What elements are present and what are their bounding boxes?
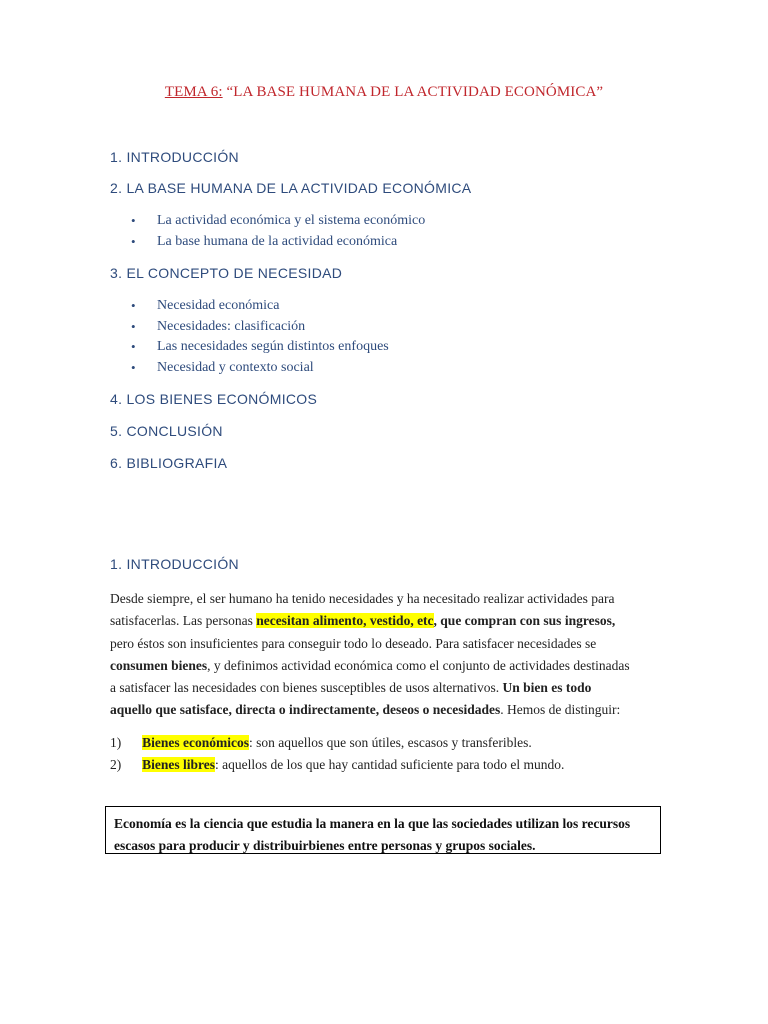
toc-section-2-list bbox=[131, 211, 425, 252]
text-run: , y definimos actividad económica como el conjunto de actividades destinadas bbox=[207, 657, 630, 673]
toc-section-1: 1. INTRODUCCIÓN bbox=[110, 149, 239, 165]
bold-text: aquello que satisface, directa o indirectamente, deseos o necesidades bbox=[110, 702, 501, 718]
paragraph-line bbox=[110, 610, 670, 632]
term-description: : aquellos de los que hay cantidad suficiente para todo el mundo. bbox=[215, 757, 565, 772]
toc-section-3-list bbox=[131, 296, 389, 378]
bold-comma: , que compran con sus ingresos, bbox=[433, 613, 616, 629]
text-run: a satisfacer las necesidades con bienes susceptibles de usos alternativos. bbox=[110, 680, 503, 696]
toc-list-item: • Necesidades: clasificación bbox=[131, 317, 389, 338]
paragraph-line: Desde siempre, el ser humano ha tenido necesidades y ha necesitado realizar actividades para bbox=[110, 591, 615, 606]
toc-list-item: • La base humana de la actividad económica bbox=[131, 232, 425, 253]
goods-list bbox=[110, 732, 564, 776]
definition-box bbox=[105, 806, 661, 854]
toc-section-5: 5. CONCLUSIÓN bbox=[110, 423, 223, 439]
paragraph-line bbox=[110, 699, 670, 721]
title-prefix: TEMA 6: bbox=[164, 84, 223, 100]
toc-section-3: 3. EL CONCEPTO DE NECESIDAD bbox=[110, 265, 343, 281]
text-run: . Hemos de distinguir: bbox=[500, 702, 621, 718]
list-number: 2) bbox=[110, 757, 122, 772]
toc-section-6: 6. BIBLIOGRAFIA bbox=[110, 455, 228, 471]
title-text: “LA BASE HUMANA DE LA ACTIVIDAD ECONÓMICA” bbox=[222, 84, 604, 100]
section-heading: 1. INTRODUCCIÓN bbox=[110, 556, 239, 572]
list-number: 1) bbox=[110, 735, 122, 750]
toc-section-4: 4. LOS BIENES ECONÓMICOS bbox=[110, 391, 318, 407]
bold-text: consumen bienes bbox=[110, 657, 208, 673]
toc-list-item: • Las necesidades según distintos enfoques bbox=[131, 337, 389, 358]
definition-line: escasos para producir y distribuirbienes entre personas y grupos sociales. bbox=[114, 838, 536, 853]
text-run: satisfacerlas. Las personas bbox=[110, 613, 257, 629]
term-description: : son aquellos que son útiles, escasos y transferibles. bbox=[249, 735, 532, 750]
toc-list-item: • La actividad económica y el sistema económico bbox=[131, 211, 425, 232]
bold-text: Un bien es todo bbox=[502, 680, 592, 696]
intro-paragraph bbox=[110, 588, 670, 722]
goods-list-item bbox=[110, 732, 564, 754]
definition-line: Economía es la ciencia que estudia la manera en la que las sociedades utilizan los recursos bbox=[114, 816, 631, 831]
toc-list-item: • Necesidad y contexto social bbox=[131, 358, 389, 379]
goods-list-item bbox=[110, 754, 564, 776]
highlighted-term: Bienes libres bbox=[142, 757, 216, 772]
paragraph-line bbox=[110, 655, 670, 677]
highlighted-term: Bienes económicos bbox=[142, 735, 249, 750]
toc-list-item: • Necesidad económica bbox=[131, 296, 389, 317]
paragraph-line bbox=[110, 677, 670, 699]
highlighted-text: necesitan alimento, vestido, etc bbox=[256, 613, 434, 629]
paragraph-line: pero éstos son insuficientes para conseguir todo lo deseado. Para satisfacer necesidades se bbox=[110, 635, 597, 651]
document-title bbox=[0, 84, 768, 101]
toc-section-2: 2. LA BASE HUMANA DE LA ACTIVIDAD ECONÓMICA bbox=[110, 180, 472, 196]
